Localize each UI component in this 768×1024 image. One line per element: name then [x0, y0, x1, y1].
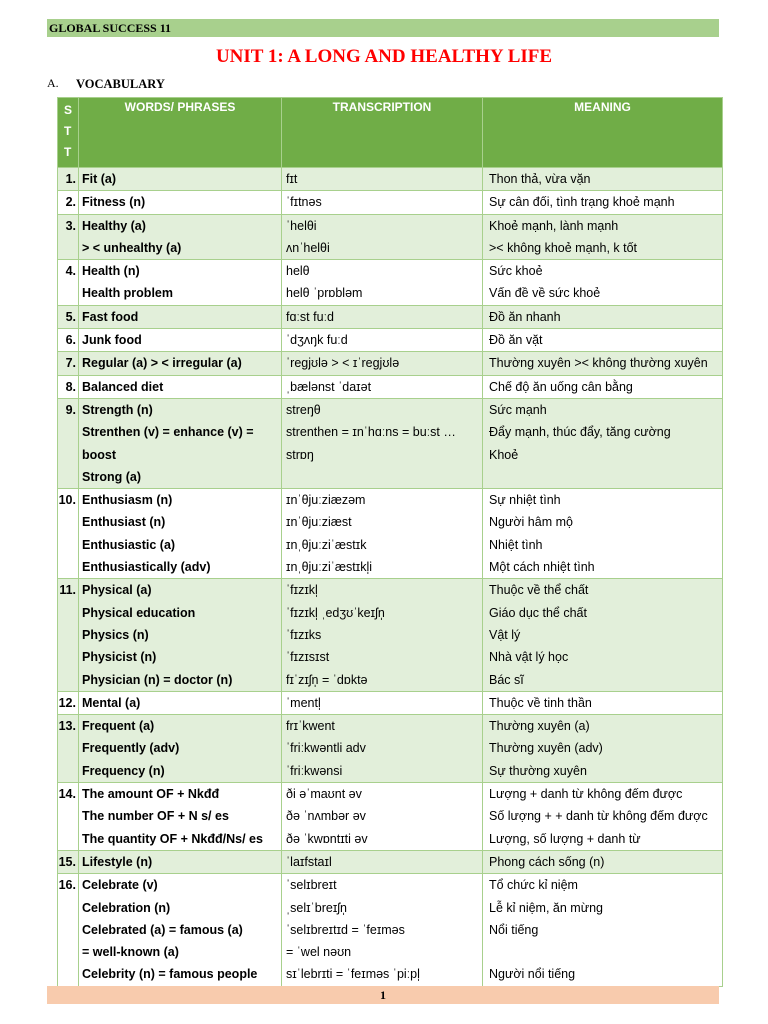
transcription-line: frɪˈkwent: [286, 719, 335, 734]
page-number: 1: [47, 986, 719, 1004]
word-line: Strong (a): [82, 469, 142, 484]
transcription-line: ˈfɪzɪsɪst: [286, 650, 330, 665]
meaning-line: Thường xuyên (a): [489, 719, 590, 734]
table-row: [58, 715, 723, 783]
transcription-cell: [282, 329, 483, 352]
meaning-line: Sức mạnh: [489, 402, 547, 417]
word-cell: [79, 305, 282, 328]
transcription-line: ɪnˌθjuːziˈæstɪkl̩i: [286, 560, 372, 575]
transcription-line: ɪnˈθjuːziæst: [286, 515, 352, 530]
word-cell: [79, 874, 282, 986]
word-line: > < unhealthy (a): [82, 240, 182, 255]
meaning-line: Vấn đề về sức khoẻ: [489, 286, 601, 301]
meaning-line: Vật lý: [489, 627, 521, 642]
transcription-line: = ˈwel nəʊn: [286, 945, 352, 960]
transcription-cell: [282, 305, 483, 328]
transcription-line: ðə ˈnʌmbər əv: [286, 809, 366, 824]
word-line: Fast food: [82, 309, 139, 324]
row-number: 9.: [58, 398, 79, 488]
word-line: Physicist (n): [82, 650, 157, 665]
transcription-line: ˈhelθi: [286, 218, 317, 233]
table-row: [58, 489, 723, 579]
word-line: Enthusiastic (a): [82, 537, 176, 552]
word-line: Strenthen (v) = enhance (v) =: [82, 425, 254, 440]
meaning-line: Lượng, số lượng + danh từ: [489, 831, 641, 846]
header-bar: GLOBAL SUCCESS 11: [47, 19, 719, 37]
row-number: 16.: [58, 874, 79, 986]
transcription-line: helθ: [286, 264, 310, 279]
transcription-line: ˈselɪbreɪtɪd = ˈfeɪməs: [286, 922, 405, 937]
word-line: Junk food: [82, 333, 142, 348]
meaning-cell: [483, 850, 723, 873]
word-cell: [79, 489, 282, 579]
transcription-line: ˈfriːkwənsi: [286, 763, 343, 778]
table-row: [58, 214, 723, 260]
word-line: Fitness (n): [82, 195, 146, 210]
transcription-line: fɪˈzɪʃn̩ = ˈdɒktə: [286, 672, 368, 687]
meaning-line: Khoẻ mạnh, lành mạnh: [489, 218, 619, 233]
meaning-cell: [483, 305, 723, 328]
table-row: [58, 352, 723, 375]
word-cell: [79, 329, 282, 352]
row-number: 8.: [58, 375, 79, 398]
word-cell: [79, 783, 282, 851]
row-number: 11.: [58, 579, 79, 691]
word-line: Frequency (n): [82, 763, 165, 778]
row-number: 1.: [58, 168, 79, 191]
transcription-cell: [282, 874, 483, 986]
meaning-line: Thuộc về tinh thần: [489, 695, 592, 710]
word-line: Physical (a): [82, 583, 152, 598]
word-line: Celebrated (a) = famous (a): [82, 922, 243, 937]
transcription-line: strenthen = ɪnˈhɑːns = buːst …: [286, 425, 456, 440]
transcription-line: ɪnˈθjuːziæzəm: [286, 493, 366, 508]
meaning-line: Giáo dục thể chất: [489, 605, 587, 620]
word-line: Health (n): [82, 264, 140, 279]
word-line: The amount OF + Nkđđ: [82, 787, 220, 802]
section-title: VOCABULARY: [76, 77, 165, 91]
meaning-line: Thuộc về thể chất: [489, 583, 589, 598]
transcription-cell: [282, 579, 483, 691]
meaning-cell: [483, 489, 723, 579]
word-cell: [79, 191, 282, 214]
transcription-cell: [282, 489, 483, 579]
transcription-line: [286, 466, 476, 488]
transcription-line: ˈlaɪfstaɪl: [286, 854, 332, 869]
meaning-cell: [483, 691, 723, 714]
meaning-line: [489, 466, 716, 488]
transcription-line: helθ ˈprɒbləm: [286, 286, 363, 301]
transcription-line: ˈregjʊlə > < ɪˈregjʊlə: [286, 356, 400, 371]
word-line: The quantity OF + Nkđđ/Ns/ es: [82, 831, 263, 846]
transcription-line: ˈfɪzɪks: [286, 627, 322, 642]
meaning-line: Đồ ăn vặt: [489, 333, 543, 348]
transcription-cell: [282, 715, 483, 783]
meaning-line: Tổ chức kỉ niệm: [489, 878, 578, 893]
table-row: [58, 168, 723, 191]
meaning-line: >< không khoẻ mạnh, k tốt: [489, 240, 638, 255]
section-label: A.: [47, 76, 59, 90]
word-line: Physician (n) = doctor (n): [82, 672, 233, 687]
transcription-line: fɑːst fuːd: [286, 309, 334, 324]
meaning-cell: [483, 375, 723, 398]
word-line: Lifestyle (n): [82, 854, 153, 869]
meaning-line: Nổi tiếng: [489, 922, 539, 937]
vocabulary-table: [57, 97, 723, 987]
transcription-line: ˈfɪtnəs: [286, 195, 322, 210]
transcription-cell: [282, 691, 483, 714]
meaning-line: Bác sĩ: [489, 672, 524, 687]
table-row: [58, 305, 723, 328]
row-number: 13.: [58, 715, 79, 783]
transcription-line: ði əˈmaʊnt əv: [286, 787, 362, 802]
word-line: Celebrity (n) = famous people: [82, 967, 258, 982]
transcription-cell: [282, 398, 483, 488]
meaning-line: Thon thả, vừa vặn: [489, 172, 591, 186]
transcription-line: ˈmentl̩: [286, 695, 321, 710]
meaning-cell: [483, 715, 723, 783]
transcription-line: ˌselɪˈbreɪʃn̩: [286, 900, 347, 915]
row-number: 7.: [58, 352, 79, 375]
word-cell: [79, 398, 282, 488]
word-line: Physics (n): [82, 627, 149, 642]
row-number: 5.: [58, 305, 79, 328]
table-row: [58, 260, 723, 306]
transcription-line: ðə ˈkwɒntɪti əv: [286, 831, 368, 846]
row-number: 10.: [58, 489, 79, 579]
header-transcription: TRANSCRIPTION: [282, 98, 483, 168]
meaning-line: Lễ kỉ niệm, ăn mừng: [489, 900, 603, 915]
meaning-cell: [483, 214, 723, 260]
transcription-cell: [282, 168, 483, 191]
meaning-line: Người hâm mộ: [489, 515, 573, 530]
header-stt: S T T: [58, 98, 79, 168]
word-line: Frequent (a): [82, 719, 155, 734]
transcription-cell: [282, 214, 483, 260]
meaning-line: Nhà vật lý học: [489, 650, 569, 665]
meaning-cell: [483, 191, 723, 214]
transcription-line: ˌbælənst ˈdaɪət: [286, 379, 372, 394]
word-line: Regular (a) > < irregular (a): [82, 356, 242, 371]
meaning-line: Sự cân đối, tình trạng khoẻ mạnh: [489, 195, 675, 210]
word-cell: [79, 168, 282, 191]
word-line: Enthusiast (n): [82, 515, 166, 530]
transcription-line: ˈselɪbreɪt: [286, 878, 337, 893]
word-line: The number OF + N s/ es: [82, 809, 229, 824]
meaning-cell: [483, 168, 723, 191]
word-line: Fit (a): [82, 172, 117, 186]
meaning-line: Thường xuyên (adv): [489, 741, 603, 756]
word-line: Strength (n): [82, 402, 153, 417]
transcription-line: ˈfɪzɪkl̩: [286, 583, 318, 598]
meaning-line: Một cách nhiệt tình: [489, 560, 595, 575]
word-line: Health problem: [82, 286, 173, 301]
word-line: boost: [82, 447, 117, 462]
word-line: Healthy (a): [82, 218, 146, 233]
word-cell: [79, 579, 282, 691]
transcription-line: ˈdʒʌŋk fuːd: [286, 333, 348, 348]
word-line: Enthusiasm (n): [82, 493, 173, 508]
transcription-line: fɪt: [286, 172, 298, 186]
transcription-line: sɪˈlebrɪti = ˈfeɪməs ˈpiːpl̩: [286, 967, 420, 982]
word-cell: [79, 850, 282, 873]
meaning-line: Khoẻ: [489, 447, 519, 462]
word-cell: [79, 691, 282, 714]
transcription-cell: [282, 191, 483, 214]
meaning-line: Lượng + danh từ không đếm được: [489, 787, 683, 802]
meaning-line: Đẩy mạnh, thúc đẩy, tăng cường: [489, 425, 671, 440]
meaning-line: Đồ ăn nhanh: [489, 309, 561, 324]
meaning-line: Người nổi tiếng: [489, 967, 576, 982]
word-cell: [79, 214, 282, 260]
table-header-row: [58, 98, 723, 168]
table-row: [58, 191, 723, 214]
meaning-line: Số lượng + + danh từ không đếm được: [489, 809, 708, 824]
table-row: [58, 398, 723, 488]
transcription-line: streŋθ: [286, 402, 321, 417]
header-words: WORDS/ PHRASES: [79, 98, 282, 168]
table-row: [58, 850, 723, 873]
meaning-line: Thường xuyên >< không thường xuyên: [489, 356, 708, 371]
word-line: Physical education: [82, 605, 196, 620]
word-line: Balanced diet: [82, 379, 164, 394]
meaning-line: Sự nhiệt tình: [489, 493, 561, 508]
row-number: 12.: [58, 691, 79, 714]
meaning-line: Chế độ ăn uống cân bằng: [489, 379, 633, 394]
row-number: 6.: [58, 329, 79, 352]
transcription-line: ˈfɪzɪkl̩ ˌedʒʊˈkeɪʃn̩: [286, 605, 385, 620]
meaning-cell: [483, 783, 723, 851]
transcription-cell: [282, 850, 483, 873]
meaning-cell: [483, 260, 723, 306]
meaning-line: Phong cách sống (n): [489, 854, 605, 869]
transcription-line: ʌnˈhelθi: [286, 240, 330, 255]
transcription-line: ˈfriːkwəntli adv: [286, 741, 366, 756]
transcription-cell: [282, 260, 483, 306]
meaning-cell: [483, 579, 723, 691]
table-row: [58, 579, 723, 691]
table-row: [58, 375, 723, 398]
row-number: 2.: [58, 191, 79, 214]
meaning-cell: [483, 352, 723, 375]
meaning-line: Sự thường xuyên: [489, 763, 587, 778]
word-line: Enthusiastically (adv): [82, 560, 211, 575]
row-number: 4.: [58, 260, 79, 306]
transcription-cell: [282, 375, 483, 398]
row-number: 14.: [58, 783, 79, 851]
unit-title: UNIT 1: A LONG AND HEALTHY LIFE: [215, 46, 553, 67]
row-number: 3.: [58, 214, 79, 260]
table-row: [58, 329, 723, 352]
meaning-cell: [483, 398, 723, 488]
meaning-cell: [483, 329, 723, 352]
transcription-cell: [282, 783, 483, 851]
meaning-line: Sức khoẻ: [489, 264, 543, 279]
word-cell: [79, 260, 282, 306]
meaning-line: [489, 941, 716, 963]
header-meaning: MEANING: [483, 98, 723, 168]
word-cell: [79, 352, 282, 375]
word-line: Mental (a): [82, 695, 141, 710]
word-line: Celebration (n): [82, 900, 171, 915]
transcription-line: strɒŋ: [286, 447, 314, 462]
word-cell: [79, 375, 282, 398]
word-cell: [79, 715, 282, 783]
transcription-cell: [282, 352, 483, 375]
transcription-line: ɪnˌθjuːziˈæstɪk: [286, 537, 367, 552]
row-number: 15.: [58, 850, 79, 873]
meaning-cell: [483, 874, 723, 986]
table-row: [58, 783, 723, 851]
meaning-line: Nhiệt tình: [489, 537, 543, 552]
word-line: = well-known (a): [82, 945, 179, 960]
table-row: [58, 691, 723, 714]
word-line: Celebrate (v): [82, 878, 158, 893]
word-line: Frequently (adv): [82, 741, 180, 756]
table-row: [58, 874, 723, 986]
